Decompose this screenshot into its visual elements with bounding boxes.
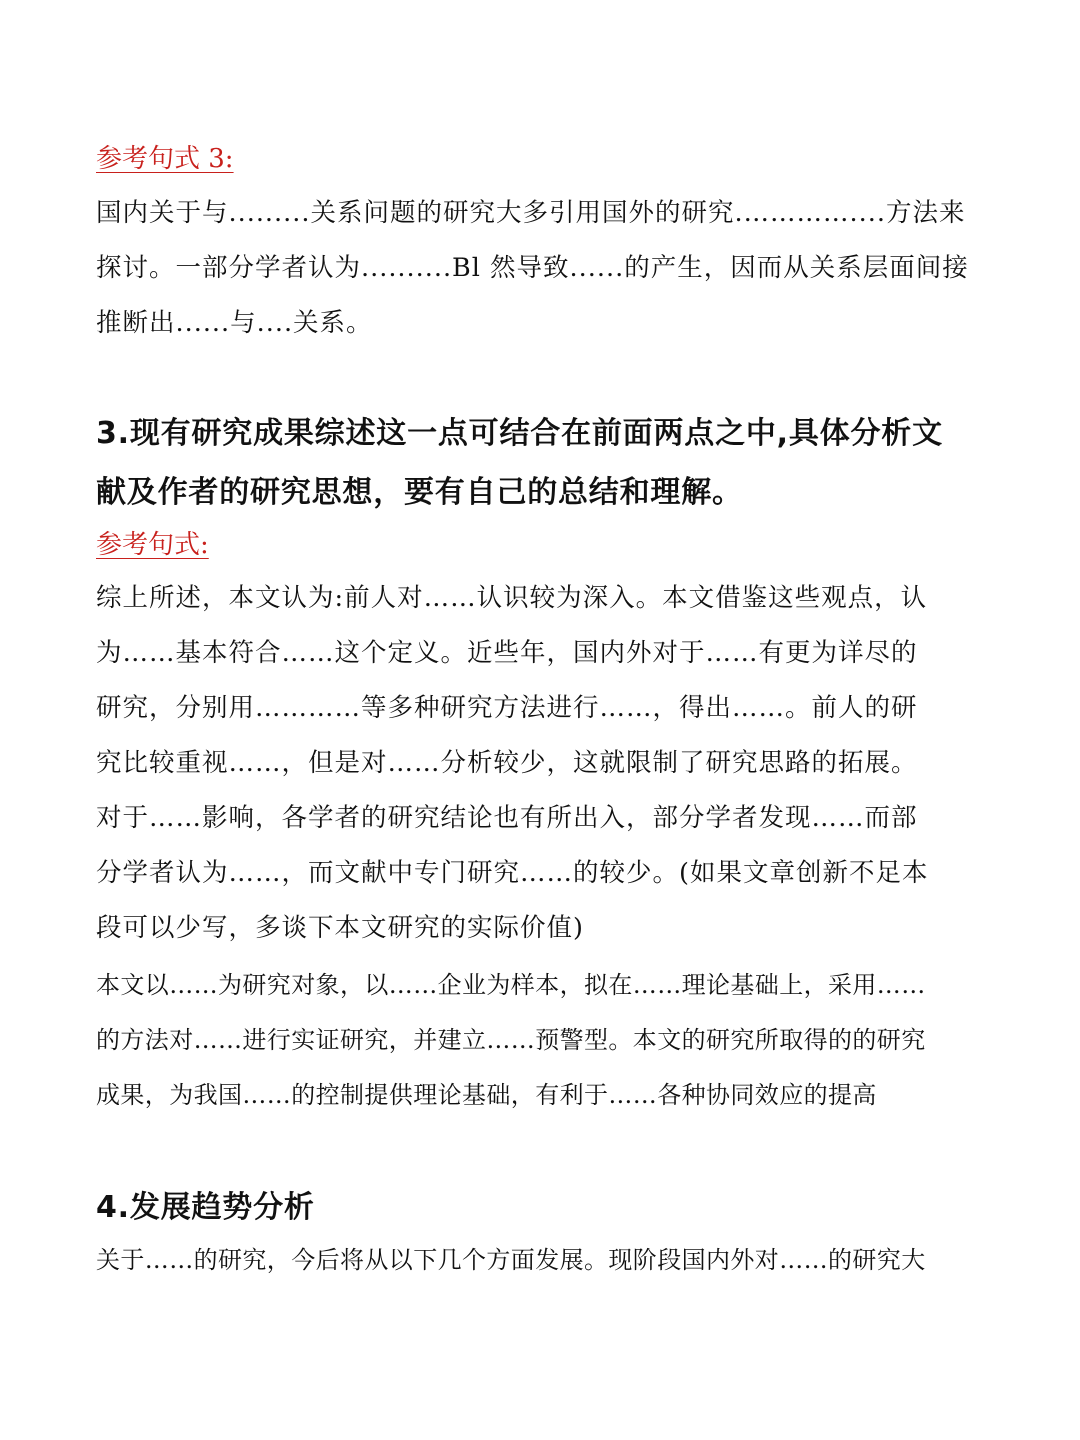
section-4-heading: 4.发展趋势分析 [96,1190,315,1225]
paragraph-line: 综上所述，本文认为:前人对……认识较为深入。本文借鉴这些观点，认 [96,583,928,613]
reference-pattern-label: 参考句式: [96,530,209,560]
section-3-heading: 3.现有研究成果综述这一点可结合在前面两点之中,具体分析文 [96,416,943,451]
paragraph-line: 国内关于与.........关系问题的研究大多引用国外的研究.…………....方法来 [96,198,966,228]
paragraph-line: 本文以……为研究对象，以……企业为样本，拟在……理论基础上，采用…… [96,971,926,999]
section-3-heading: 献及作者的研究思想，要有自己的总结和理解。 [96,475,743,510]
paragraph-line: 段可以少写，多谈下本文研究的实际价值) [96,913,584,943]
paragraph-line: 究比较重视……，但是对……分析较少，这就限制了研究思路的拓展。 [96,748,918,778]
paragraph-line: 成果，为我国……的控制提供理论基础，有利于……各种协同效应的提高 [96,1081,877,1109]
paragraph-line: 推断出......与....关系。 [96,308,373,338]
reference-pattern-3-label: 参考句式 3: [96,144,234,174]
paragraph-line: 探讨。一部分学者认为..........Bl 然导致......的产生，因而从关系层面间接 [96,253,969,283]
paragraph-line: 研究，分别用…………等多种研究方法进行……，得出……。前人的研 [96,693,918,723]
paragraph-line: 分学者认为……，而文献中专门研究……的较少。(如果文章创新不足本 [96,858,929,888]
paragraph-line: 的方法对……进行实证研究，并建立……预警型。本文的研究所取得的的研究 [96,1026,926,1054]
paragraph-line: 为……基本符合……这个定义。近些年，国内外对于……有更为详尽的 [96,638,918,668]
paragraph-line: 对于……影响，各学者的研究结论也有所出入，部分学者发现……而部 [96,803,918,833]
paragraph-line: 关于……的研究，今后将从以下几个方面发展。现阶段国内外对……的研究大 [96,1246,926,1274]
